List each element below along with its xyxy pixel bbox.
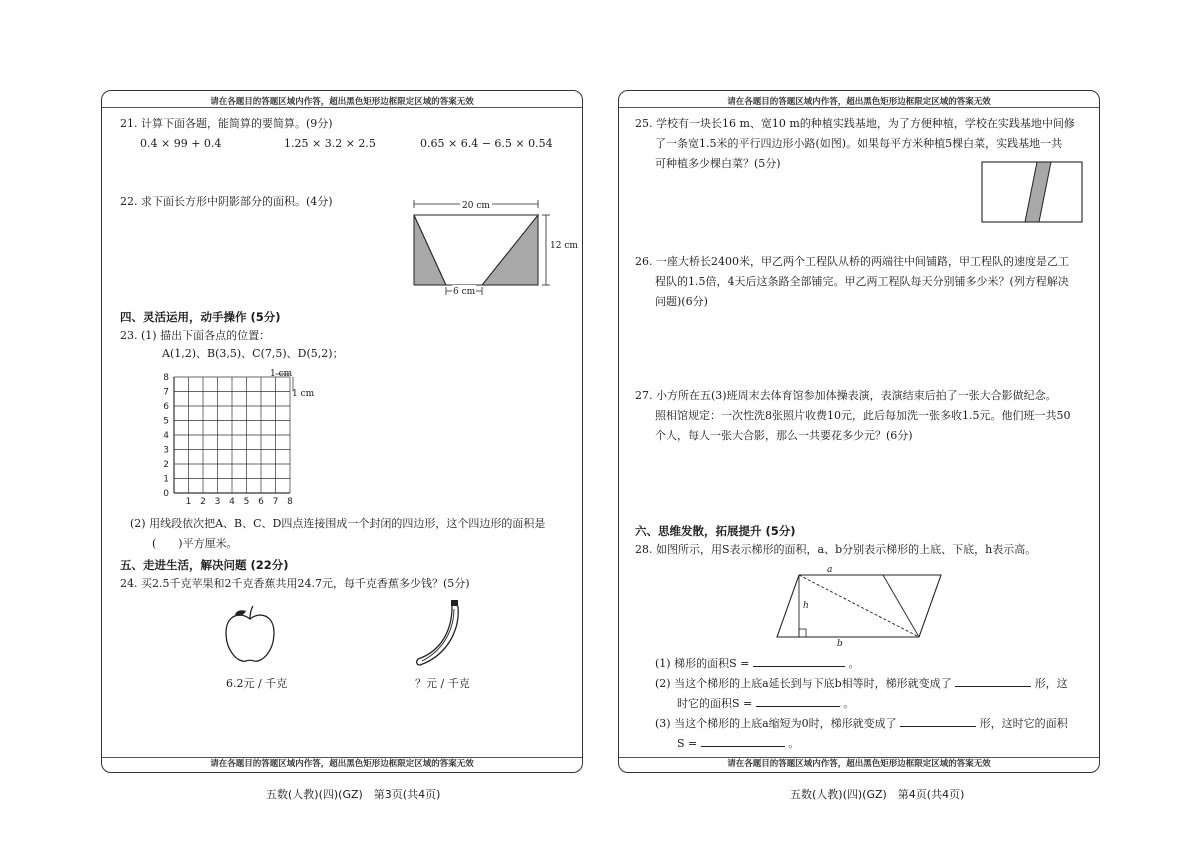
q28-part3-text: (3) 当这个梯形的上底a缩短为0时，梯形就变成了 [655,717,897,730]
q23-coordinate-grid [158,369,308,513]
q28-title: 28. 如图所示，用S表示梯形的面积，a、b分别表示梯形的上底、下底，h表示高。 [635,543,1037,556]
parallelogram-path [1025,162,1051,222]
q28-part2-text: (2) 当这个梯形的上底a延长到与下底b相等时，梯形就变成了 [655,677,952,690]
q21-expression-3: 0.65 × 6.4 − 6.5 × 0.54 [420,137,553,150]
q28-part1-end: 。 [848,657,860,670]
q23-part1-prompt: 23. (1) 描出下面各点的位置： [120,329,271,342]
q26-line3: 问题)(6分) [655,295,708,308]
q23-points-list: A(1,2)、B(3,5)、C(7,5)、D(5,2)； [162,347,344,360]
q28-part1-text: (1) 梯形的面积S = [655,657,750,670]
q21-title: 21. 计算下面各题，能简算的要简算。(9分) [120,117,333,130]
q28-label-b: b [837,639,843,649]
q27-line3: 个人，每人一张大合影，那么一共要花多少元？(6分) [655,429,913,442]
q25-line1: 25. 学校有一块长16 m、宽10 m的种植实践基地，为了方便种植，学校在实践基地中间修 [635,117,1075,130]
grid-y-tick-label: 6 [163,402,169,412]
q28-label-h: h [803,601,809,611]
q28-part2-area-end: 。 [843,697,855,710]
q28-part2-area-blank[interactable] [756,706,840,707]
q28-part2-line1 [655,677,1068,691]
q28-part3-shape-blank[interactable] [900,726,976,727]
grid-x-tick-label: 6 [258,497,264,507]
q22-bottom-dimension-label: 6 cm [453,287,476,297]
q22-right-dimension-label: 12 cm [550,241,578,251]
grid-x-tick-label: 5 [243,497,250,507]
grid-y-tick-label: 2 [163,460,169,470]
apple-icon [222,605,278,667]
header-divider [102,107,582,108]
q27-line1: 27. 小方所在五(3)班周末去体育馆参加体操表演，表演结束后拍了一张大合影做纪念。 [635,389,1057,402]
page-3-footer: 五数(人教)(四)(GZ) 第3页(共4页) [266,788,441,801]
page-4-footer: 五数(人教)(四)(GZ) 第4页(共4页) [790,788,965,801]
q28-part2-area-text: 时它的面积S = [677,697,753,710]
q22-title: 22. 求下面长方形中阴影部分的面积。(4分) [120,195,333,208]
grid-x-tick-label: 2 [200,497,206,507]
grid-unit-horizontal-label: 1 cm [270,369,293,379]
q23-part2-line1: (2) 用线段依次把A、B、C、D四点连接围成一个封闭的四边形，这个四边形的面积是 [130,517,546,530]
q28-part3-area-end: 。 [788,737,800,750]
q22-rectangle-figure [402,199,572,294]
grid-x-tick-label: 1 [185,497,192,507]
section-5-heading: 五、走进生活，解决问题 (22分) [120,558,289,572]
grid-y-tick-label: 5 [163,416,169,427]
q26-line1: 26. 一座大桥长2400米，甲乙两个工程队从桥的两端往中间铺路，甲工程队的速度是乙工 [635,255,1069,268]
grid-x-tick-label: 8 [287,497,293,507]
section-4-heading: 四、灵活运用，动手操作 (5分) [120,310,281,324]
q28-part2-line2 [677,697,854,711]
q25-line3: 可种植多少棵白菜？(5分) [655,157,781,170]
apple-price-label: 6.2元 / 千克 [226,677,288,690]
answer-area-notice-bottom: 请在各题目的答题区域内作答，超出黑色矩形边框限定区域的答案无效 [727,759,991,769]
q28-part2-shape-blank[interactable] [955,686,1031,687]
q28-part3-line2 [677,737,799,751]
q28-part1 [655,657,859,671]
grid-y-tick-label: 1 [163,474,169,485]
grid-x-tick-label: 7 [272,497,279,507]
grid-y-tick-label: 4 [163,431,169,441]
q22-top-dimension-label: 20 cm [462,201,490,211]
q24-title: 24. 买2.5千克苹果和2千克香蕉共用24.7元，每千克香蕉多少钱？(5分) [120,577,470,590]
grid-y-tick-label: 8 [163,373,169,383]
q28-trapezoid-figure [775,565,947,645]
answer-sheet-page-4 [618,90,1100,773]
section-6-heading: 六、思维发散，拓展提升 (5分) [635,524,796,538]
grid-y-tick-label: 7 [163,387,169,398]
q28-part3-text-end: 形，这时它的面积 [979,717,1068,730]
q28-part2-text-end: 形，这 [1034,677,1068,690]
answer-area-notice-top: 请在各题目的答题区域内作答，超出黑色矩形边框限定区域的答案无效 [727,97,991,107]
q28-label-a: a [827,565,833,575]
answer-area-notice-bottom: 请在各题目的答题区域内作答，超出黑色矩形边框限定区域的答案无效 [210,759,474,769]
q23-part2-line2: ( )平方厘米。 [152,537,238,550]
grid-y-tick-label: 3 [163,445,169,456]
q25-line2: 了一条宽1.5米的平行四边形小路(如图)。如果每平方米种植5棵白菜，实践基地一共 [655,137,1063,150]
q28-part3-line1 [655,717,1068,731]
q25-field-figure [981,161,1085,225]
q26-line2: 程队的1.5倍，4天后这条路全部铺完。甲乙两工程队每天分别铺多少米？(列方程解决 [655,275,1069,288]
banana-price-label: ？元 / 千克 [415,677,470,690]
q21-expression-2: 1.25 × 3.2 × 2.5 [284,137,376,150]
grid-y-tick-label: 0 [163,489,169,499]
grid-x-tick-label: 4 [229,497,235,507]
q27-line2: 照相馆规定：一次性洗8张照片收费10元，此后每加洗一张多收1.5元。他们班一共50 [655,409,1071,422]
q28-part3-area-blank[interactable] [701,746,785,747]
grid-unit-vertical-label: 1 cm [292,389,315,399]
answer-area-notice-top: 请在各题目的答题区域内作答，超出黑色矩形边框限定区域的答案无效 [210,97,474,107]
q28-part3-area-text: S = [677,737,698,750]
answer-sheet-page-3 [101,90,583,773]
grid-x-tick-label: 3 [214,497,221,507]
header-divider [619,107,1099,108]
q21-expression-1: 0.4 × 99 + 0.4 [140,137,222,150]
banana-icon [414,599,464,669]
q28-part1-answer-blank[interactable] [753,666,845,667]
